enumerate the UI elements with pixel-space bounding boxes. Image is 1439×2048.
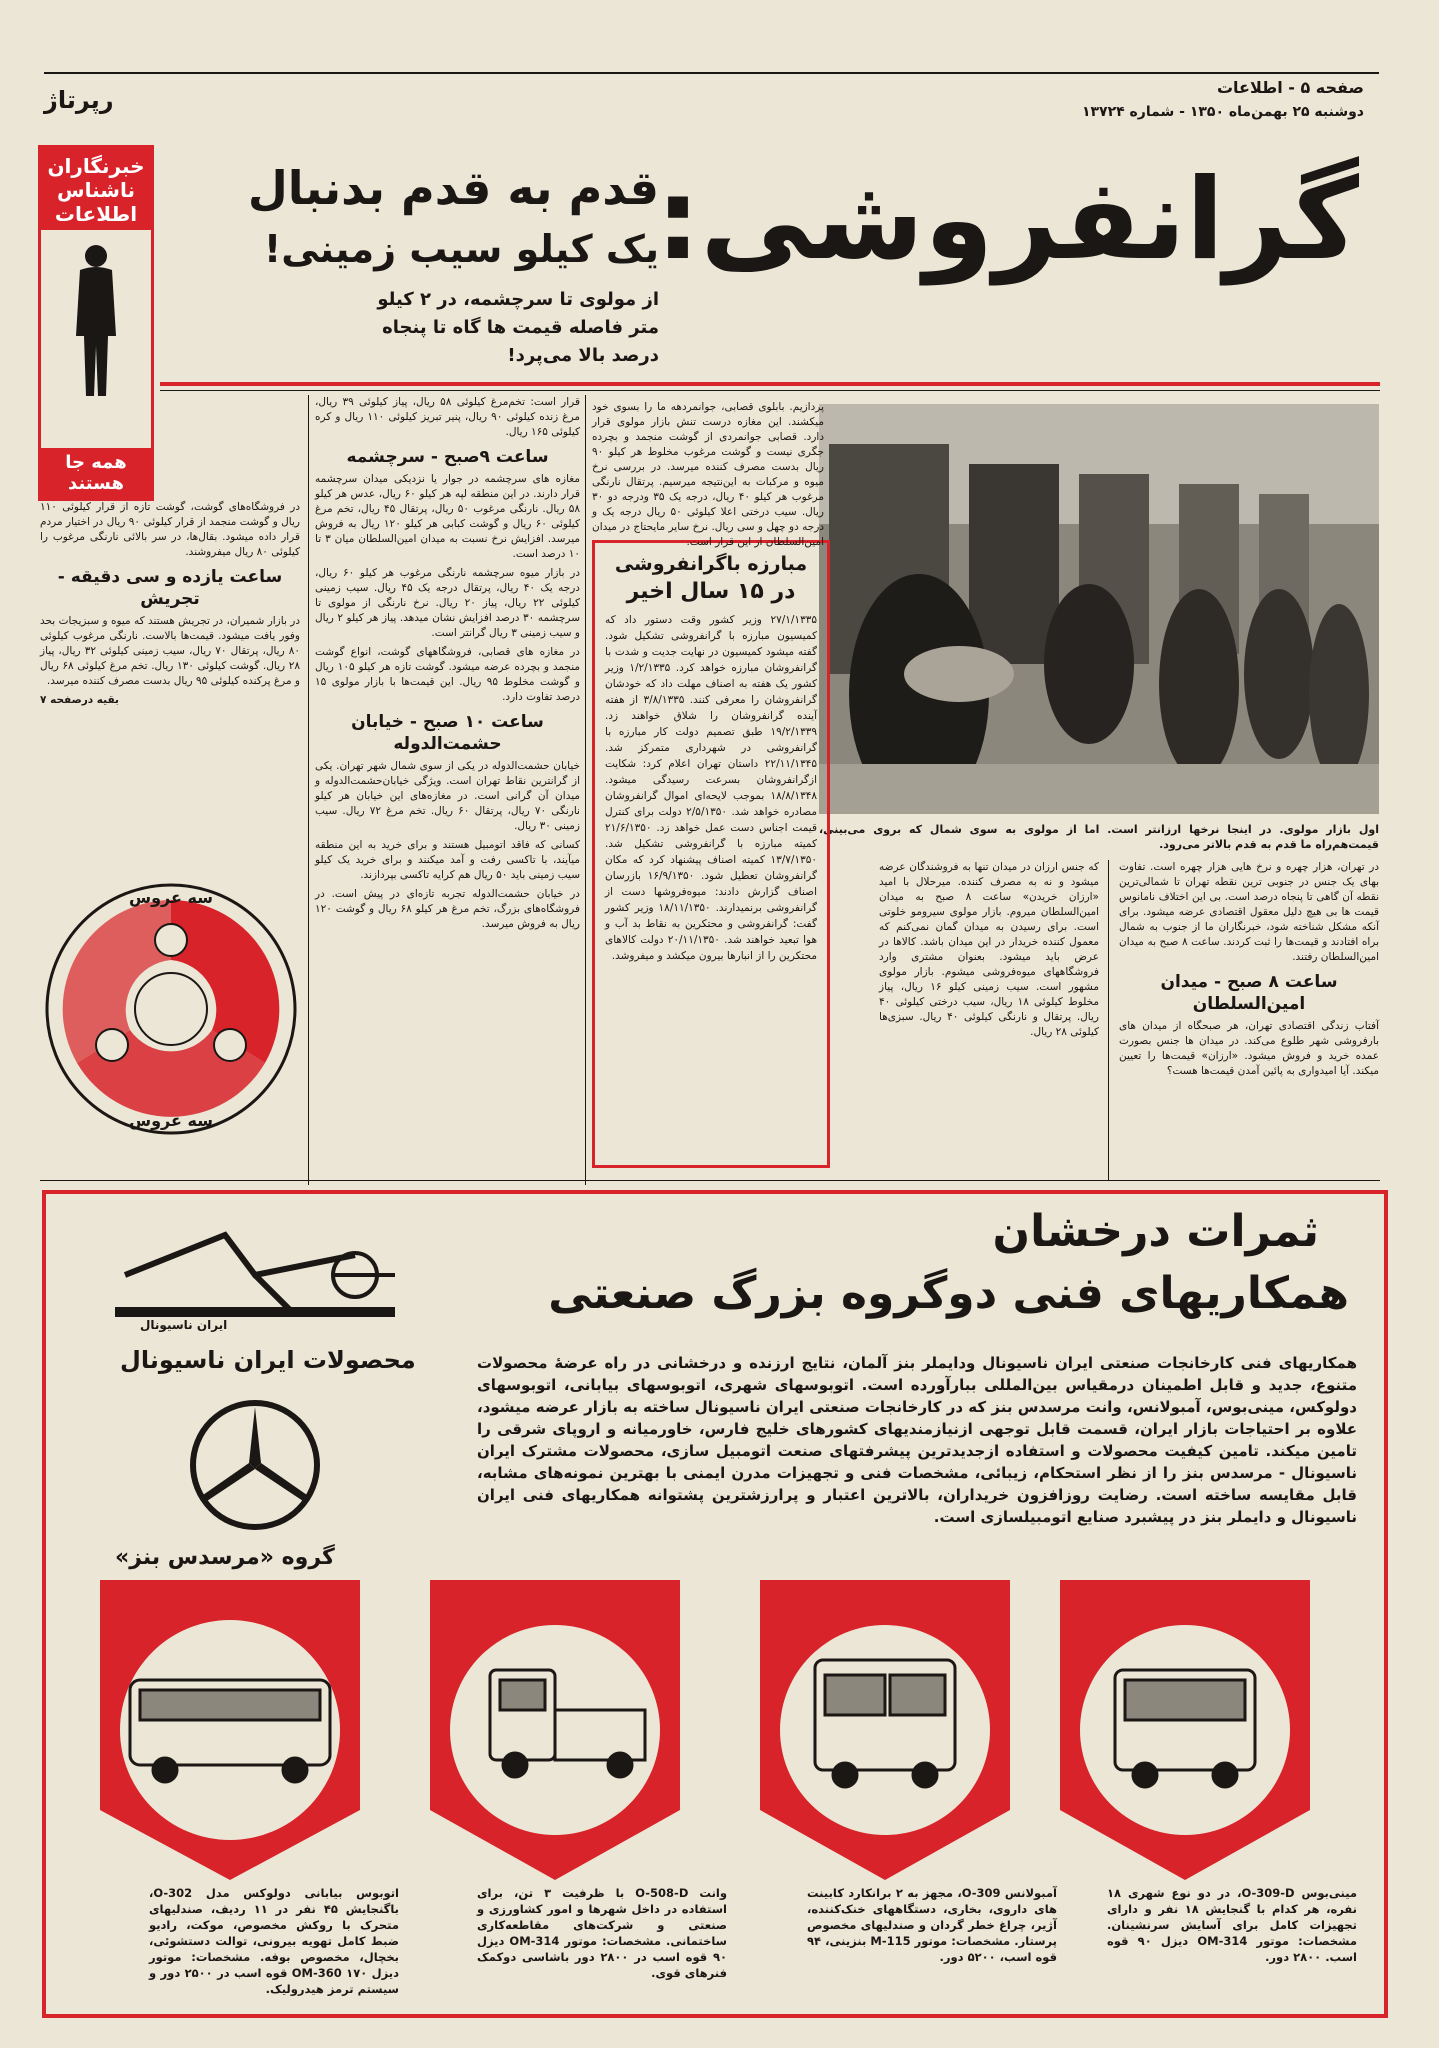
ad-caption-ambulance: آمبولانس O-309، مجهز به ۲ برانکارد کابینت های داروی، بخاری، دستگاههای خنک‌کننده، آژیر، چراغ خطر گردان و صندلیهای مخصوص پرستار. مشخصات: موتور M-115 بنزینی، ۹۴ قوه اسب، ۵۲۰۰ دور.: [807, 1886, 1058, 1964]
reporter-footer-2: هستند: [68, 473, 124, 494]
ad-title-1: ثمرات درخشان: [992, 1206, 1319, 1257]
minibus-icon: [1115, 1670, 1255, 1787]
article-col1-left-cont: در تهران، هزار چهره و نرخ هایی هزار چهره است. تفاوت بهای یک جنس در جنوبی ترین نقطه تهران تا شمالی‌ترین نقطه آن گاهی تا پنجاه درصد است. بی این اختلاف نامانوس قیمت ها بی هیچ دلیل معقول اقتصادی عرضه میشود. برای آنکه مشکل شناخته شود، خبرنگاران ما از جنوب به شمال براه افتادند و قیمت‌ها را ثبت کردند. ساعت ۸ صبح به میدان امین‌السلطان رفتند.: [1119, 861, 1379, 963]
article-col2-body-6: در خیابان حشمت‌الدوله تجربه تازه‌ای در پیش است. در فروشگاه‌های بزرگ، تخم مرغ هر کیلو ۶۸ ریال و گوشت ۱۲۰ ریال به فروش میرسد.: [315, 888, 580, 930]
campaign-box-title-2: در ۱۵ سال اخیر: [626, 579, 796, 604]
article-col2: [315, 395, 580, 1185]
three-brides-ad: [42, 880, 300, 1138]
ad-caption-pickup: وانت O-508-D با ظرفیت ۳ تن، برای استفاده در داخل شهرها و امور کشاورزی و صنعتی و شرکت‌های مقاطعه‌کاری ساختمانی. مشخصات: موتور OM-314 دیزل ۹۰ قوه اسب در ۲۸۰۰ دور باشاسی دوکمک فنرهای قوی.: [477, 1886, 728, 1980]
headline-subdeck: از مولوی تا سرچشمه، در ۲ کیلو متر فاصله قیمت ها گاه تا پنجاه درصد بالا می‌پرد!: [377, 289, 659, 366]
section-label: رپرتاژ: [44, 86, 114, 114]
article-col3-top: در فروشگاه‌های گوشت، گوشت تازه از قرار کیلوئی ۱۱۰ ریال و گوشت منجمد از قرار کیلوئی ۹۰ ریال در اختیار مردم قرار داده میشود. بقال‌ها، در سر بالائی نارنگی مرغوب را کیلوئی ۸۰ ریال میفروشند.: [40, 501, 301, 558]
iran-national-logo-icon: [95, 1215, 415, 1335]
page-info: صفحه ۵ - اطلاعات: [1216, 78, 1364, 97]
reporter-line-3: اطلاعات: [54, 202, 138, 226]
mercedes-star-icon: [185, 1395, 325, 1535]
three-brides-label-2: سه عروس: [129, 1111, 213, 1130]
brand1-products: محصولات ایران ناسیونال: [120, 1346, 416, 1374]
reporter-footer-1: همه جا: [65, 452, 127, 473]
article-col2-body-3: در مغازه های قصابی، فروشگاههای گوشت، انواع گوشت منجمد و بچرده عرضه میشود. گوشت تازه هر کیلو ۱۰۵ ریال و گوشت مخلوط ۹۵ ریال. این قیمت‌ها با بازار مولوی ۱۵ درصد تفاوت دارد.: [315, 646, 580, 703]
vehicle-panels: [70, 1580, 1360, 1910]
date-line: دوشنبه ۲۵ بهمن‌ماه ۱۳۵۰ - شماره ۱۳۷۲۴: [1081, 104, 1364, 120]
photo-caption: اول بازار مولوی. در اینجا نرخها ارزانتر است. اما از مولوی به سوی شمال که بروی می‌بینی، قیمت‌هم‌راه ما قدم به قدم بالاتر می‌رود.: [819, 823, 1379, 851]
silhouette-figure-icon: [44, 236, 148, 406]
article-col-right-a: [879, 860, 1099, 1180]
three-brides-logo-icon: [42, 880, 300, 1138]
article-col2-body-4: خیابان حشمت‌الدوله در یکی از سوی شمال شهر تهران. یکی از گرانترین نقاط تهران است. ویژگی خیابان‌حشمت‌الدوله و میدان آن گرانی است. در مغازه‌های این خیابان هر کیلو نارنگی ۷۰ ریال، پرتقال ۶۰ ریال. تخم مرغ ۷۲ ریال. سیب زمینی ۳۰ ریال.: [315, 760, 580, 832]
article-col2-top: قرار است: تخم‌مرغ کیلوئی ۵۸ ریال، پیاز کیلوئی ۳۹ ریال، مرغ زنده کیلوئی ۹۰ ریال، پنیر تبریز کیلوئی ۱۱۰ ریال و کره کیلوئی ۱۶۵ ریال.: [315, 396, 580, 438]
three-brides-label-1: سه عروس: [129, 888, 213, 907]
article-col1-photo-cont: که جنس ارزان در میدان تنها به فروشندگان عرضه میشود و نه به مصرف کننده. میرحلال با امید «ارزان خریدن» ساعت ۸ صبح به میدان امین‌السلطان میروم. بازار مولوی سیرومو خلوتی است. برای رسیدن به میدان گمان نمی‌کنم که معمول کننده خریدار در این میدان باشد. کالاها در عرض باید میشود. بعنوان مشتری وارد فروشگاههای میوه‌فروشی میشوم. بازار مولوی مشهور است. سیب زمینی کیلو ۱۶ ریال، پیاز مخلوط کیلوئی ۱۸ ریال، سیب درختی کیلوئی ۴۰ ریال. پرتقال و نارنگی کیلوئی ۴۰ ریال. سبزی‌ها کیلوئی ۲۸ ریال.: [879, 861, 1099, 1038]
brand1-logo-text: ایران ناسیونال: [140, 1318, 228, 1332]
campaign-box: [592, 540, 830, 1168]
article-col2-heading-2: ساعت ۱۰ صبح - خیابان حشمت‌الدوله: [351, 712, 544, 754]
headline-deck-1: قدم به قدم بدنبال: [247, 161, 659, 215]
article-col1-heading: ساعت ۸ صبح - میدان امین‌السلطان: [1160, 972, 1338, 1014]
ad-caption-coach: اتوبوس بیابانی دولوکس مدل O-302، باگنجایش ۴۵ نفر در ۱۱ ردیف، صندلیهای متحرک با روکش مخصوص، موکت، رادیو ضبط کامل تهویه بیرونی، توالت دستشوئی، بخچال، مخصوص بوفه. مشخصات: موتور دیزل OM-360 ۱۷۰ قوه اسب در ۲۵۰۰ دور و سیستم ترمز هیدرولیک.: [149, 1886, 400, 1996]
ambulance-icon: [815, 1660, 955, 1787]
ad-title-2: همکاریهای فنی دوگروه بزرگ صنعتی: [548, 1268, 1349, 1319]
article-col2-heading-1: ساعت ۹صبح - سرچشمه: [346, 447, 549, 467]
headline-main: گرانفروشی:: [655, 155, 1359, 285]
article-col1-intro: پردازیم. بابلوی قصابی، جوانمردهه ما را بسوی خود میکشند. این مغازه درست تنش بازار مولوی قرار دارد. قصابی جوانمردی از گوشت منجمد و بچرده جگری نیست و گوشت مرغوب مخلوط هر کیلو ۹۰ ریال بدست مصرف کننده میرسد. در بررسی نرخ میوه و مرکبات به این‌نتیجه میرسیم. پرتقال نارنگی مرغوب هر کیلو ۴۰ ریال، درجه یک ۳۵ ودرجه دو ۳۰ ریال. سیب درختی اعلا کیلوئی ۵۰ ریال درجه یک و درجه دو چهل و سی ریال. نرخ سایر مایحتاج در میدان امین‌السلطان از این قرار است.: [592, 401, 824, 548]
reporter-box: [38, 145, 154, 501]
market-scene-image: [819, 404, 1379, 814]
iran-national-logo: [95, 1215, 415, 1335]
brand2-group: گروه «مرسدس بنز»: [115, 1545, 335, 1570]
mercedes-logo: [185, 1395, 325, 1535]
article-col3-heading: ساعت یازده و سی دقیقه - تجریش: [57, 567, 283, 609]
article-col2-body-2: در بازار میوه سرچشمه نارنگی مرغوب هر کیلو ۶۰ ریال، درجه یک ۴۰ ریال، پرتقال درجه یک ۴۵ ریال. سیب زمینی کیلوئی ۲۲ ریال، پیاز ۲۰ ریال. نرخ نارنگی از مولوی تا سرچشمه ۳۰ درصد افزایش نشان میدهد. پیاز هر کیلو ۲ ریال و سیب زمینی ۳ ریال گرانتر است.: [315, 567, 580, 639]
article-col-right-b: [1119, 860, 1379, 1180]
ad-caption-minibus: مینی‌بوس O-309-D، در دو نوع شهری ۱۸ نفره، هر کدام با گنجایش ۱۸ نفر و دارای تجهیزات کامل برای آسایش سرنشینان. مشخصات: موتور OM-314 دیزل ۹۰ قوه اسب. ۲۸۰۰ دور.: [1107, 1886, 1358, 1964]
campaign-box-title-1: مبارزه باگرانفروشی: [614, 553, 808, 575]
ad-body: همکاریهای فنی کارخانجات صنعتی ایران ناسیونال ودایملر بنز آلمان، نتایج ارزنده و درخشانی در راه عرضهٔ محصولات متنوع، جدید و قابل اطمینان درمقیاس بین‌المللی ببارآورده است. اتوبوسهای شهری، اتوبوسهای بیابانی، اتوبوسهای دولوکس، مینی‌بوس، آمبولانس، وانت مرسدس بنز که در کارخانجات صنعتی ایران ناسیونال ساخته به بازار عرضه میشود، علاوه بر احتیاجات بازار ایران، قسمت قابل توجهی ازنیازمندیهای کشورهای خلیج فارس، خاورمیانه و اروپای شرقی را تامین میکند. تامین کیفیت محصولات و استفاده ازجدیدترین پیشرفتهای صنعت اتومبیل سازی، محصولات مشترک ایران ناسیونال - مرسدس بنز را از نظر استحکام، زیبائی، مشخصات فنی و تجهیزات مدرن ایمنی با بهترین نمونه‌های مشابه، قابل مقایسه ساخته است. رضایت روزافزون خریداران، بالاترین اعتبار و پرارزشترین پشتوانه همکاریهای فنی ایران ناسیونال و دایملر بنز در پیشبرد صنایع اتومبیلسازی است.: [477, 1354, 1357, 1526]
article-col1-tail: آفتاب زندگی اقتصادی تهران، هر صبحگاه از میدان های بارفروشی شهر طلوع می‌کند. در میدان ها جنس بصورت عمده خرید و فروش میشود. «ارزان» قیمت‌ها را تعیین میکند. آیا امیدواری به پائین آمدن قیمت‌ها هست؟: [1119, 1020, 1379, 1077]
news-photo: [819, 404, 1379, 814]
headline-deck-2: یک کیلو سیب زمینی!: [263, 227, 659, 271]
article-col3-body: در بازار شمیران، در تجریش هستند که میوه و سبزیجات بحد وفور یافت میشود. قیمت‌ها بالاست. نارنگی مرغوب کیلوئی ۸۰ ریال، پرتقال ۷۰ ریال، سیب زمینی کیلوئی ۳۲ ریال، پیاز ۲۸ ریال. گوشت کیلوئی ۱۳۰ ریال. تخم مرغ کیلوئی ۶۸ ریال و مرغ پرکنده کیلوئی ۹۵ ریال بدست مصرف کننده میرسد.: [40, 615, 300, 687]
article-col2-body-1: مغازه های سرچشمه در جوار یا نزدیکی میدان سرچشمه قرار دارند. در این منطقه لپه هر کیلو ۶۰ ریال، عدس هر کیلو ۵۸ ریال. نارنگی مرغوب ۵۰ ریال، پرتقال ۴۵ ریال، تخم مرغ کیلوئی ۶۰ ریال و گوشت کبابی هر کیلو ۱۲۰ ریال به فروش میرسد. افزایش نرخ نسبت به میدان امین‌السلطان میان ۳ تا ۱۰ درصد است.: [315, 473, 580, 560]
continue-note: بقیه درصفحه ۷: [40, 694, 119, 706]
article-col3: [40, 500, 300, 880]
reporter-line-1: خبرنگاران: [47, 154, 145, 178]
article-col2-body-5: کسانی که فاقد اتومبیل هستند و برای خرید به این منطقه میآیند، با تاکسی رفت و آمد میکنند و برای خرید یک کیلو سیب زمینی باید ۵۰ ریال هم کرایه تاکسی بپردازند.: [315, 839, 580, 881]
campaign-box-body: ۲۷/۱/۱۳۳۵ وزیر کشور وقت دستور داد که کمیسیون مبارزه با گرانفروشی تشکیل شود. گفته میشود کمیسیون در نهایت جدیت و شدت با گرانفروشان مبارزه خواهد کرد. ۱/۲/۱۳۳۵ وزیر کشور یک هفته به اصناف مهلت داد که خودشان گرانفروشان را معرفی کنند. ۳/۸/۱۳۳۵ از هفته آینده گرانفروشان را شلاق خواهند زد. ۱۹/۲/۱۳۳۹ طبق تصمیم دولت کار مبارزه با گرانفروشی در شهرداری متمرکز شد. ۲۲/۱۱/۱۳۴۵ داستان تهران اعلام کرد: شکایت ازگرانفروشان بسرعت رسیدگی میشود. ۱۸/۸/۱۳۴۸ بموجب لایحه‌ای اموال گرانفروشان مصادره خواهد شد. ۲/۵/۱۳۵۰ دولت برای کنترل قیمت اجناس دست عمل خواهد زد. ۲۱/۶/۱۳۵۰ کمیته مبارزه با گرانفروشی تشکیل شد. ۱۳/۷/۱۳۵۰ کمیته اصناف پیشنهاد کرد که مکان گرانفروشان تعطیل شود. ۱۶/۹/۱۳۵۰ بازرسان اصناف گزارش دادند: میوه‌فروشها دست از گرانفروشی برنمیدارند. ۱۸/۱۱/۱۳۵۰ وزیر کشور گفت: گرانفروشی و محتکرین به نقاط بد آب و هوا تبعید خواهند شد. ۲۰/۱۱/۱۳۵۰ دولت کالاهای محتکرین را از انبارها بیرون میکشد و میفروشد.: [605, 614, 818, 962]
reporter-line-2: ناشناس: [57, 178, 135, 202]
